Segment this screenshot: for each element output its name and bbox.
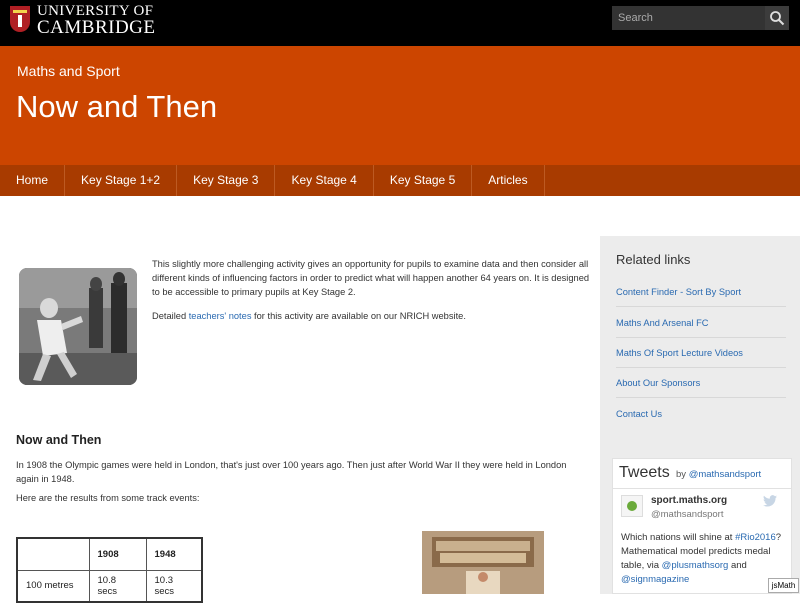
tweet-text-part: and xyxy=(728,560,747,571)
table-cell: 100 metres xyxy=(17,570,89,602)
nav-item-key-stage-5[interactable]: Key Stage 5 xyxy=(374,165,472,196)
jsmath-badge[interactable]: jsMath xyxy=(768,578,799,593)
main-nav xyxy=(0,165,800,196)
nav-item-home[interactable]: Home xyxy=(0,165,65,196)
table-cell: 10.8 secs xyxy=(89,570,146,602)
nav-item-articles[interactable]: Articles xyxy=(472,165,544,196)
teachers-notes-paragraph xyxy=(152,309,592,323)
related-link-content-finder[interactable]: Content Finder - Sort By Sport xyxy=(616,287,742,297)
tweet-text-part: Which nations will shine at xyxy=(621,532,736,543)
table-header-cell: 1948 xyxy=(146,538,202,570)
related-link-lecture-videos[interactable]: Maths Of Sport Lecture Videos xyxy=(616,348,743,358)
related-link-sponsors[interactable]: About Our Sponsors xyxy=(616,378,701,388)
top-bar xyxy=(0,0,800,46)
notes-suffix: for this activity are available on our NRICH website. xyxy=(251,311,466,321)
runner-photo xyxy=(19,268,137,385)
sidebar xyxy=(600,236,800,594)
section-paragraph-2: Here are the results from some track events: xyxy=(16,493,200,503)
table-header-cell xyxy=(17,538,89,570)
tweets-by xyxy=(676,469,761,480)
search-icon xyxy=(769,10,785,26)
divider xyxy=(616,337,786,338)
divider xyxy=(616,306,786,307)
table-header-cell: 1908 xyxy=(89,538,146,570)
intro-text xyxy=(152,257,592,333)
divider xyxy=(616,367,786,368)
page-header xyxy=(0,46,800,165)
tweet-text xyxy=(621,531,789,587)
results-table xyxy=(16,537,203,603)
divider xyxy=(613,488,792,489)
table-cell: 10.3 secs xyxy=(146,570,202,602)
tweet-mention-link[interactable]: @signmagazine xyxy=(621,574,690,585)
divider xyxy=(616,397,786,398)
search-button[interactable] xyxy=(765,6,789,30)
avatar[interactable] xyxy=(621,495,643,517)
tweets-title: Tweets xyxy=(619,464,670,481)
tweets-by-handle[interactable]: @mathsandsport xyxy=(688,469,762,480)
stadium-poster-image xyxy=(422,531,544,594)
section-title: Now and Then xyxy=(16,433,102,447)
tweet-mention-link[interactable]: @plusmathsorg xyxy=(661,560,729,571)
related-link-arsenal[interactable]: Maths And Arsenal FC xyxy=(616,318,709,328)
table-row xyxy=(17,570,202,602)
section-paragraph-1: In 1908 the Olympic games were held in London, that's just over 100 years ago. Then just after World War II they were held in London again in 1948. xyxy=(16,460,567,484)
site-name-link[interactable]: Maths and Sport xyxy=(17,63,120,79)
tweet-text-part: ? Mathematical model predicts medal table, via xyxy=(621,532,782,571)
university-wordmark[interactable] xyxy=(37,4,156,37)
nav-item-key-stage-4[interactable]: Key Stage 4 xyxy=(275,165,373,196)
notes-prefix: Detailed xyxy=(152,311,189,321)
intro-paragraph: This slightly more challenging activity gives an opportunity for pupils to examine data and then consider all different kinds of influencing factors in order to predict what will happen another 64 years on. It is designed to be accessible to primary pupils at Key Stage 2. xyxy=(152,259,590,297)
tweet-account-name[interactable]: sport.maths.org xyxy=(651,495,728,506)
twitter-bird-icon[interactable] xyxy=(763,495,777,507)
search-input[interactable] xyxy=(612,6,765,30)
related-links-title: Related links xyxy=(616,252,691,267)
tweets-by-prefix: by xyxy=(676,469,689,480)
wordmark-line2: CAMBRIDGE xyxy=(37,17,156,38)
teachers-notes-link[interactable]: teachers' notes xyxy=(188,311,252,321)
tweet-account-handle[interactable]: @mathsandsport xyxy=(651,509,724,520)
university-shield-logo[interactable] xyxy=(10,6,30,32)
tweet-hashtag-link[interactable]: #Rio2016 xyxy=(735,532,776,543)
tweets-widget xyxy=(612,458,792,594)
wordmark-line1: UNIVERSITY OF xyxy=(37,3,154,19)
table-header-row xyxy=(17,538,202,570)
related-link-contact[interactable]: Contact Us xyxy=(616,409,662,419)
nav-item-key-stage-3[interactable]: Key Stage 3 xyxy=(177,165,275,196)
nav-item-key-stage-1-2[interactable]: Key Stage 1+2 xyxy=(65,165,177,196)
page-title: Now and Then xyxy=(16,89,218,124)
